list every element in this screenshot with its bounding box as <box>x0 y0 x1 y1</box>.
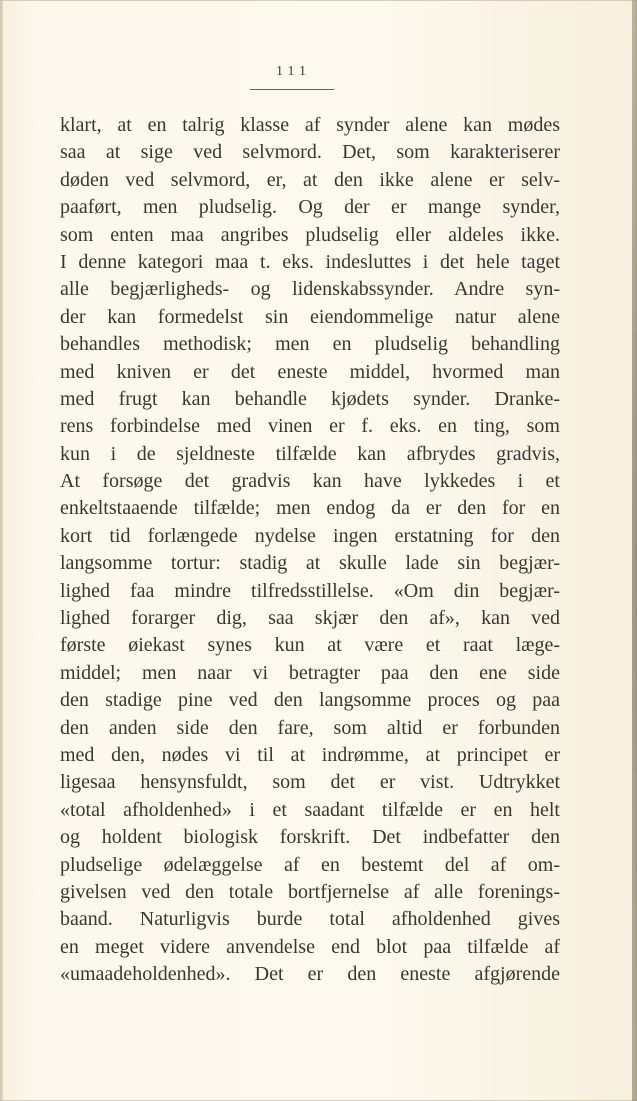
text-line: middel; men naar vi betragter paa den ene side <box>60 661 560 684</box>
text-line: klart, at en talrig klasse af synder alene kan mødes <box>60 114 560 136</box>
text-line: At forsøge det gradvis kan have lykkedes i et <box>60 470 560 493</box>
page-right-edge <box>632 0 637 1101</box>
page-left-edge <box>0 0 3 1101</box>
text-line: lighed forarger dig, saa skjær den af», kan ved <box>60 607 560 630</box>
text-line: med den, nødes vi til at indrømme, at principet er <box>60 743 560 766</box>
text-line: der kan formedelst sin eiendommelige natur alene <box>60 305 560 328</box>
text-line: pludselige ødelæggelse af en bestemt del af om- <box>60 853 560 876</box>
text-line: langsomme tortur: stadig at skulle lade sin begjær- <box>60 552 560 575</box>
text-line: baand. Naturligvis burde total afholdenhed gives <box>60 908 560 931</box>
text-line: alle begjærligheds- og lidenskabssynder. Andre syn- <box>60 278 560 301</box>
text-line: I denne kategori maa t. eks. indesluttes i det hele taget <box>60 250 560 273</box>
text-line: døden ved selvmord, er, at den ikke alene er selv- <box>60 168 560 191</box>
text-line: rens forbindelse med vinen er f. eks. en ting, som <box>60 415 560 438</box>
text-line: enkeltstaaende tilfælde; men endog da er den for en <box>60 497 560 520</box>
text-line: saa at sige ved selvmord. Det, som karakteriserer <box>60 141 560 164</box>
text-line: første øiekast synes kun at være et raat læge- <box>60 634 560 657</box>
text-line: paaført, men pludselig. Og der er mange synder, <box>60 196 560 219</box>
body-text <box>60 112 560 989</box>
page-number: 111 <box>276 64 311 79</box>
text-line: «total afholdenhed» i et saadant tilfælde er en helt <box>60 798 560 821</box>
text-line: og holdent biologisk forskrift. Det indbefatter den <box>60 826 560 849</box>
text-line: en meget videre anvendelse end blot paa tilfælde af <box>60 935 560 958</box>
header-rule <box>250 89 334 90</box>
text-line: ligesaa hensynsfuldt, som det er vist. Udtrykket <box>60 771 560 794</box>
text-line: med kniven er det eneste middel, hvormed man <box>60 360 560 383</box>
text-line: «umaadeholdenhed». Det er den eneste afgjørende <box>60 963 560 986</box>
text-line: den anden side den fare, som altid er forbunden <box>60 716 560 739</box>
text-line: den stadige pine ved den langsomme proces og paa <box>60 689 560 712</box>
text-line: som enten maa angribes pludselig eller aldeles ikke. <box>60 223 560 246</box>
text-line: givelsen ved den totale bortfjernelse af alle forenings- <box>60 880 560 903</box>
text-line: med frugt kan behandle kjødets synder. Dranke- <box>60 387 560 410</box>
text-line: kort tid forlængede nydelse ingen erstatning for den <box>60 524 560 547</box>
text-line: lighed faa mindre tilfredsstillelse. «Om din begjær- <box>60 579 560 602</box>
text-line: kun i de sjeldneste tilfælde kan afbrydes gradvis, <box>60 442 560 465</box>
text-line: behandles methodisk; men en pludselig behandling <box>60 333 560 356</box>
